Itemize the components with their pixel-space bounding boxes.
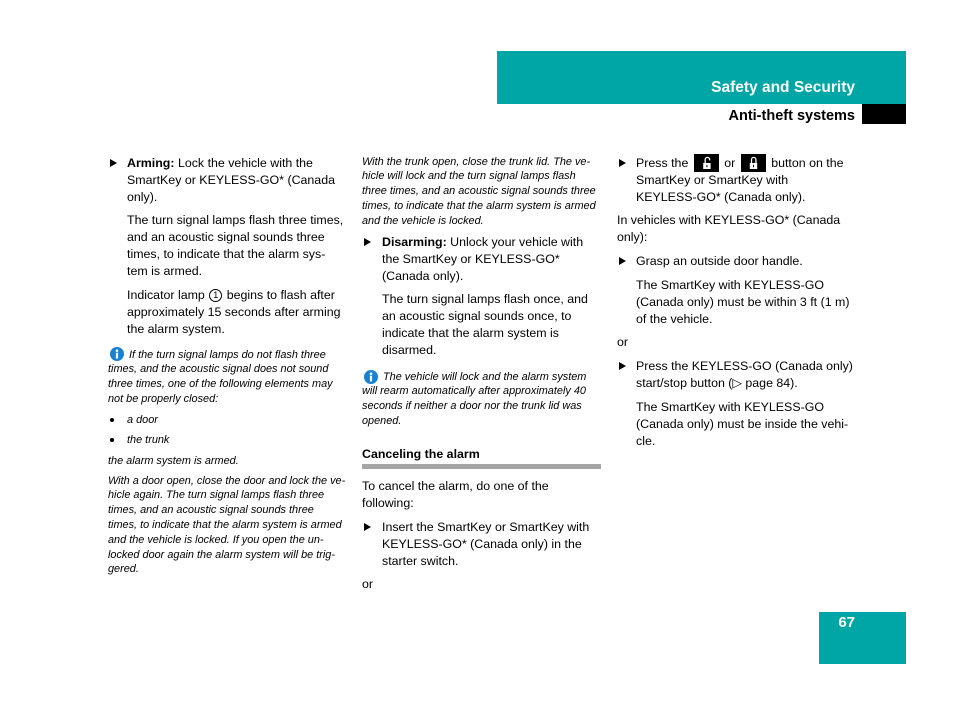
arming-text: Lock the vehicle with the SmartKey or KEYLESS-GO* (Canada only). bbox=[127, 155, 335, 204]
subsection-title: Anti-theft systems bbox=[728, 108, 855, 124]
disarming-step bbox=[382, 234, 583, 285]
bullet-arrow-icon bbox=[364, 238, 371, 246]
within-range-text: The SmartKey with KEYLESS-GO (Canada only) must be within 3 ft (1 m) of the vehicle. bbox=[636, 277, 850, 326]
note-trunk-open-text: With the trunk open, close the trunk lid. The ve- hicle will lock and the turn signal lamps flash three times, and an acoustic signal sounds three times, to indicate that the alarm system is armed and the vehicle is locked. bbox=[362, 155, 596, 227]
arming-result-text: The turn signal lamps flash three times, and an acoustic signal sounds three times, to indicate that the alarm sys- tem is armed. bbox=[127, 212, 344, 278]
grasp-handle-step: Grasp an outside door handle. bbox=[636, 253, 803, 268]
info-note-rearm bbox=[362, 370, 586, 429]
note-rearm-text: The vehicle will lock and the alarm system will rearm automatically after approximately 40 seconds if neither a door nor the trunk lid was opened. bbox=[362, 370, 587, 427]
unlock-button-icon bbox=[694, 154, 719, 172]
arming-label: Arming: bbox=[127, 155, 175, 170]
disarming-text: Unlock your vehicle with the SmartKey or KEYLESS-GO* (Canada only). bbox=[382, 234, 584, 283]
lock-button-icon bbox=[741, 154, 766, 172]
bullet-arrow-icon bbox=[619, 362, 626, 370]
press-button-text-between: or bbox=[724, 155, 736, 170]
press-start-stop-step: Press the KEYLESS-GO (Canada only) start/stop button (▷ page 84). bbox=[636, 358, 853, 390]
press-button-text-before: Press the bbox=[636, 155, 689, 170]
info-note-closure bbox=[108, 348, 333, 407]
or-separator: or bbox=[362, 576, 374, 591]
arming-step bbox=[127, 155, 335, 206]
unlock-button-graphic bbox=[694, 154, 719, 172]
indicator-lamp-text-before: Indicator lamp bbox=[127, 287, 205, 302]
indicator-lamp-text bbox=[127, 287, 341, 338]
disarming-label: Disarming: bbox=[382, 234, 447, 249]
bullet-arrow-icon bbox=[619, 257, 626, 265]
disarming-result-text: The turn signal lamps flash once, and an acoustic signal sounds once, to indicate that the alarm system is disarmed. bbox=[382, 291, 588, 357]
list-bullet-icon bbox=[110, 438, 114, 442]
insert-key-step: Insert the SmartKey or SmartKey with KEYLESS-GO* (Canada only) in the starter switch. bbox=[382, 519, 590, 568]
list-bullet-icon bbox=[110, 418, 114, 422]
note-door-open-text: With a door open, close the door and lock the ve- hicle again. The turn signal lamps flash three times, and an acoustic signal sounds three times, to indicate that the alarm system is armed and the vehicle is locked. If you open the un- locked door again the alarm system will be trig- gered. bbox=[108, 474, 346, 576]
bullet-arrow-icon bbox=[619, 159, 626, 167]
subsection-tab-marker bbox=[862, 104, 906, 124]
section-title: Safety and Security bbox=[711, 79, 855, 96]
keyless-intro-text: In vehicles with KEYLESS-GO* (Canada only): bbox=[617, 212, 841, 244]
indicator-lamp-text-after: begins to flash after approximately 15 seconds after arming the alarm system. bbox=[127, 287, 341, 336]
note-intro-text: If the turn signal lamps do not flash three times, and the acoustic signal does not sound three times, one of the following elements may not be properly closed: bbox=[108, 348, 333, 405]
page-number: 67 bbox=[838, 614, 855, 631]
inside-vehicle-text: The SmartKey with KEYLESS-GO (Canada only) must be inside the vehi- cle. bbox=[636, 399, 849, 448]
section-heading-canceling: Canceling the alarm bbox=[362, 446, 480, 461]
note-after-items-text: the alarm system is armed. bbox=[108, 454, 239, 467]
page-number-box bbox=[819, 612, 906, 664]
cancel-intro-text: To cancel the alarm, do one of the following: bbox=[362, 478, 549, 510]
or-separator: or bbox=[617, 334, 629, 349]
bullet-arrow-icon bbox=[364, 523, 371, 531]
press-button-text-after: button on the SmartKey or SmartKey with KEYLESS-GO* (Canada only). bbox=[636, 155, 844, 204]
bullet-arrow-icon bbox=[110, 159, 117, 167]
lock-button-graphic bbox=[741, 154, 766, 172]
list-item: the trunk bbox=[127, 433, 170, 446]
press-remote-button-step bbox=[636, 155, 844, 206]
indicator-lamp-marker: 1 bbox=[209, 289, 222, 302]
heading-underline-rule bbox=[362, 464, 601, 469]
list-item: a door bbox=[127, 413, 158, 426]
